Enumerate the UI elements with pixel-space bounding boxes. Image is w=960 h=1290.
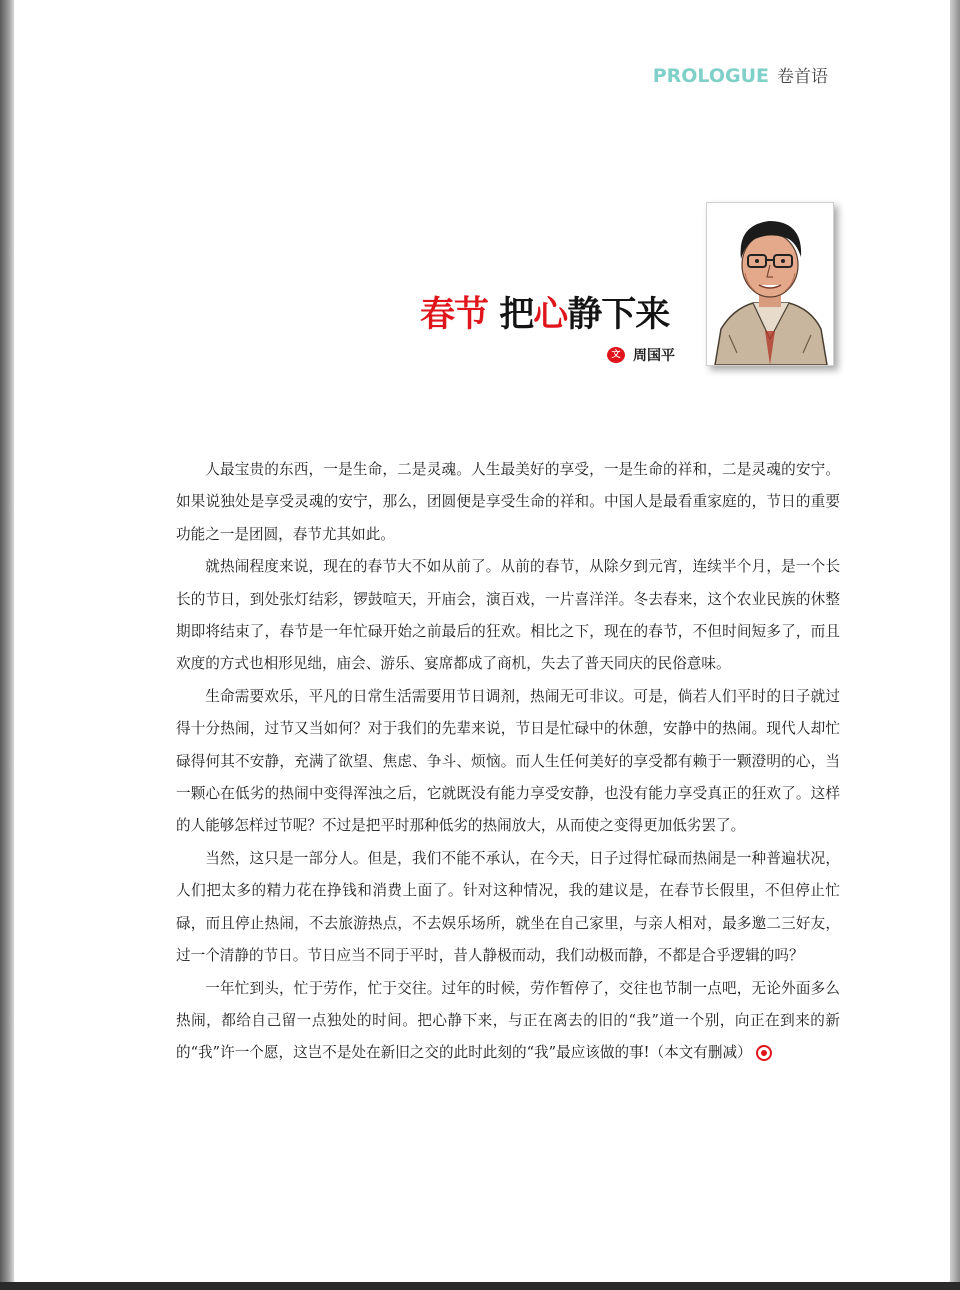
paragraph-5-text: 一年忙到头，忙于劳作，忙于交往。过年的时候，劳作暂停了，交往也节制一点吧，无论外面多么热闹，都给自己留一点独处的时间。把心静下来，与正在离去的旧的“我”道一个别，向正在到来的新的“我”许一个愿，这岂不是处在新旧之交的此时此刻的“我”最应该做的事!（本文有删减）: [176, 979, 840, 1062]
title-part-2: 把: [499, 295, 534, 335]
byline: [607, 345, 675, 365]
paragraph-4: 当然，这只是一部分人。但是，我们不能不承认，在今天，日子过得忙碌而热闹是一种普遍状况，人们把太多的精力花在挣钱和消费上面了。针对这种情况，我的建议是，在春节长假里，不但停止忙碌，而且停止热闹，不去旅游热点，不去娱乐场所，就坐在自己家里，与亲人相对，最多邀二三好友，过一个清静的节日。节日应当不同于平时，昔人静极而动，我们动极而静，不都是合乎逻辑的吗？: [176, 849, 840, 965]
author-portrait: [706, 202, 834, 366]
title-part-4: 静下来: [567, 295, 670, 335]
section-header: [653, 62, 828, 87]
paragraph-2: 就热闹程度来说，现在的春节大不如从前了。从前的春节，从除夕到元宵，连续半个月，是一个长长的节日，到处张灯结彩，锣鼓喧天，开庙会，演百戏，一片喜洋洋。冬去春来，这个农业民族的休整期即将结束了，春节是一年忙碌开始之前最后的狂欢。相比之下，现在的春节，不但时间短多了，而且欢度的方式也相形见绌，庙会、游乐、宴席都成了商机，失去了普天同庆的民俗意味。: [176, 558, 840, 673]
end-mark-icon: [756, 1045, 772, 1061]
paragraph-3: 生命需要欢乐，平凡的日常生活需要用节日调剂，热闹无可非议。可是，倘若人们平时的日子就过得十分热闹，过节又当如何？对于我们的先辈来说，节日是忙碌中的休憩，安静中的热闹。现代人却忙碌得何其不安静，充满了欲望、焦虑、争斗、烦恼。而人生任何美好的享受都有赖于一颗澄明的心，当一颗心在低劣的热闹中变得浑浊之后，它就既没有能力享受安静，也没有能力享受真正的狂欢了。这样的人能够怎样过节呢？不过是把平时那种低劣的热闹放大，从而使之变得更加低劣罢了。: [176, 687, 840, 835]
page-edge-bottom: [0, 1282, 960, 1290]
author-portrait-drawing: [707, 203, 833, 365]
paragraph-5: [176, 973, 840, 1070]
byline-seal-icon: 文: [607, 347, 625, 363]
title-part-3: 心: [533, 295, 568, 335]
page-gutter-shadow: [0, 0, 14, 1290]
section-label: 卷首语: [777, 67, 828, 87]
paragraph-1: 人最宝贵的东西，一是生命，二是灵魂。人生最美好的享受，一是生命的祥和，二是灵魂的安宁。如果说独处是享受灵魂的安宁，那么，团圆便是享受生命的祥和。中国人是最看重家庭的，节日的重要功能之一是团圆，春节尤其如此。: [176, 461, 840, 543]
prologue-label: PROLOGUE: [652, 65, 769, 87]
article-title: [420, 293, 669, 337]
page-edge-right: [950, 0, 960, 1290]
article-body: [176, 454, 840, 1070]
title-part-1: 春节: [420, 295, 500, 335]
author-name: 周国平: [633, 348, 675, 364]
